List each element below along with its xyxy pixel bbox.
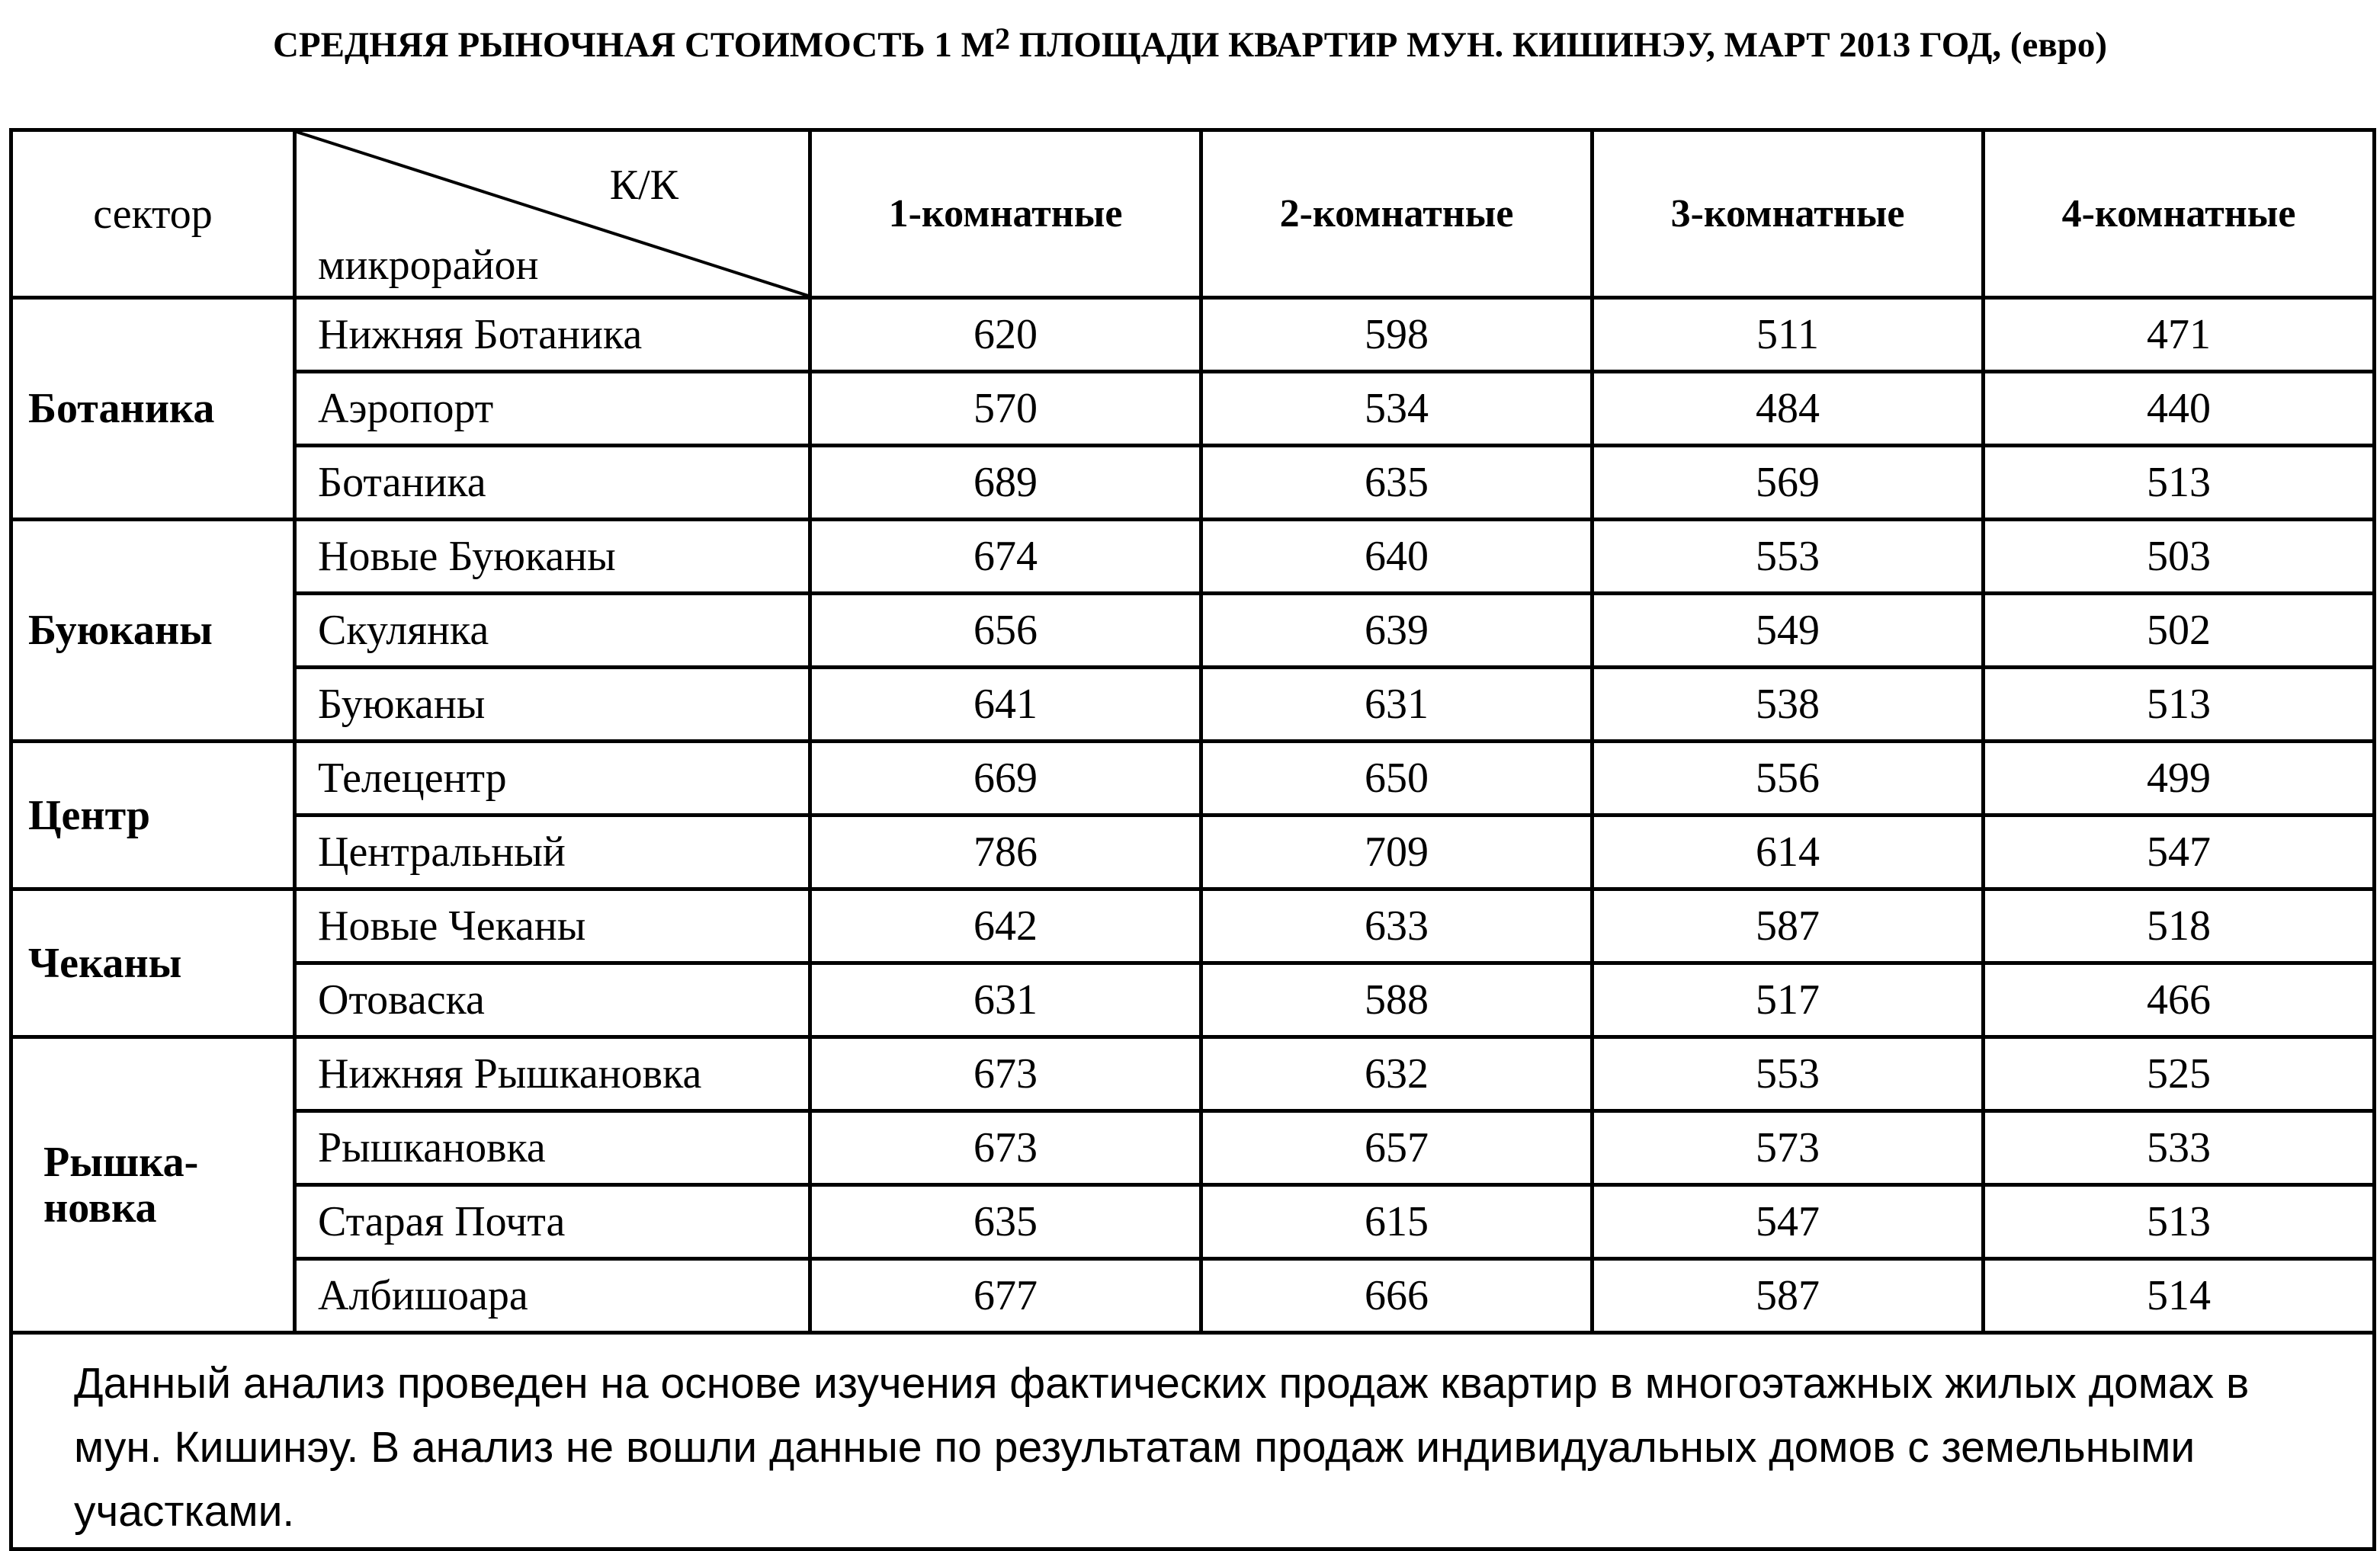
microdistrict-cell: Албишоара xyxy=(295,1259,810,1333)
value-cell: 556 xyxy=(1593,742,1984,816)
value-cell: 635 xyxy=(810,1185,1201,1259)
value-cell: 569 xyxy=(1593,446,1984,520)
header-kk: К/К xyxy=(609,162,678,209)
value-cell: 587 xyxy=(1593,1259,1984,1333)
sector-cell: Буюканы xyxy=(11,520,295,742)
value-cell: 614 xyxy=(1593,816,1984,889)
value-cell: 669 xyxy=(810,742,1201,816)
header-diagonal-cell xyxy=(295,130,810,298)
table-row xyxy=(11,1037,2375,1111)
value-cell: 620 xyxy=(810,298,1201,372)
header-col-1: 1-комнатные xyxy=(810,130,1201,298)
value-cell: 534 xyxy=(1201,372,1593,446)
microdistrict-cell: Буюканы xyxy=(295,668,810,742)
value-cell: 538 xyxy=(1593,668,1984,742)
value-cell: 709 xyxy=(1201,816,1593,889)
table-row xyxy=(11,1185,2375,1259)
value-cell: 657 xyxy=(1201,1111,1593,1185)
note-row xyxy=(11,1333,2375,1549)
value-cell: 440 xyxy=(1984,372,2375,446)
value-cell: 517 xyxy=(1593,963,1984,1037)
value-cell: 786 xyxy=(810,816,1201,889)
value-cell: 632 xyxy=(1201,1037,1593,1111)
header-col-2: 2-комнатные xyxy=(1201,130,1593,298)
table-row xyxy=(11,298,2375,372)
value-cell: 518 xyxy=(1984,889,2375,963)
value-cell: 553 xyxy=(1593,520,1984,594)
value-cell: 514 xyxy=(1984,1259,2375,1333)
value-cell: 547 xyxy=(1984,816,2375,889)
value-cell: 549 xyxy=(1593,594,1984,668)
value-cell: 674 xyxy=(810,520,1201,594)
value-cell: 547 xyxy=(1593,1185,1984,1259)
table-row xyxy=(11,1259,2375,1333)
value-cell: 553 xyxy=(1593,1037,1984,1111)
table-row xyxy=(11,742,2375,816)
value-cell: 511 xyxy=(1593,298,1984,372)
table-row xyxy=(11,1111,2375,1185)
microdistrict-cell: Нижняя Ботаника xyxy=(295,298,810,372)
value-cell: 466 xyxy=(1984,963,2375,1037)
value-cell: 673 xyxy=(810,1111,1201,1185)
value-cell: 633 xyxy=(1201,889,1593,963)
value-cell: 471 xyxy=(1984,298,2375,372)
table-row xyxy=(11,963,2375,1037)
value-cell: 631 xyxy=(1201,668,1593,742)
microdistrict-cell: Старая Почта xyxy=(295,1185,810,1259)
microdistrict-cell: Центральный xyxy=(295,816,810,889)
value-cell: 635 xyxy=(1201,446,1593,520)
value-cell: 677 xyxy=(810,1259,1201,1333)
value-cell: 533 xyxy=(1984,1111,2375,1185)
microdistrict-cell: Отоваска xyxy=(295,963,810,1037)
sector-cell: Ботаника xyxy=(11,298,295,520)
title-unit: (евро) xyxy=(2001,25,2108,65)
value-cell: 499 xyxy=(1984,742,2375,816)
microdistrict-cell: Новые Буюканы xyxy=(295,520,810,594)
table-row xyxy=(11,446,2375,520)
header-microdistrict: микрорайон xyxy=(318,242,539,289)
header-col-3: 3-комнатные xyxy=(1593,130,1984,298)
value-cell: 639 xyxy=(1201,594,1593,668)
value-cell: 502 xyxy=(1984,594,2375,668)
value-cell: 598 xyxy=(1201,298,1593,372)
value-cell: 587 xyxy=(1593,889,1984,963)
table-row xyxy=(11,520,2375,594)
title-superscript: 2 xyxy=(994,21,1010,56)
sector-name-line-1: Рышка- xyxy=(43,1138,199,1186)
header-row xyxy=(11,130,2375,298)
microdistrict-cell: Аэропорт xyxy=(295,372,810,446)
footnote: Данный анализ проведен на основе изучения фактических продаж квартир в многоэтажных жилых домах в мун. Кишинэу. В анализ не вошли данные по результатам продаж индивидуальных домов с земельными участками. xyxy=(11,1333,2375,1549)
value-cell: 631 xyxy=(810,963,1201,1037)
microdistrict-cell: Нижняя Рышкановка xyxy=(295,1037,810,1111)
sector-cell: Центр xyxy=(11,742,295,889)
value-cell: 484 xyxy=(1593,372,1984,446)
page-title: СРЕДНЯЯ РЫНОЧНАЯ СТОИМОСТЬ 1 $М^2$ ПЛОЩАДИ КВАРТИР МУН. КИШИНЭУ, МАРТ 2013 ГОД, (евро) xyxy=(272,21,2108,65)
microdistrict-cell: Скулянка xyxy=(295,594,810,668)
value-cell: 689 xyxy=(810,446,1201,520)
microdistrict-cell: Рышкановка xyxy=(295,1111,810,1185)
microdistrict-cell: Телецентр xyxy=(295,742,810,816)
value-cell: 503 xyxy=(1984,520,2375,594)
sector-name-line-2: новка xyxy=(43,1184,157,1232)
value-cell: 673 xyxy=(810,1037,1201,1111)
value-cell: 666 xyxy=(1201,1259,1593,1333)
table-row xyxy=(11,668,2375,742)
value-cell: 570 xyxy=(810,372,1201,446)
value-cell: 640 xyxy=(1201,520,1593,594)
sector-cell: Чеканы xyxy=(11,889,295,1037)
value-cell: 513 xyxy=(1984,446,2375,520)
microdistrict-cell: Ботаника xyxy=(295,446,810,520)
value-cell: 525 xyxy=(1984,1037,2375,1111)
value-cell: 656 xyxy=(810,594,1201,668)
value-cell: 573 xyxy=(1593,1111,1984,1185)
value-cell: 642 xyxy=(810,889,1201,963)
value-cell: 513 xyxy=(1984,668,2375,742)
microdistrict-cell: Новые Чеканы xyxy=(295,889,810,963)
value-cell: 641 xyxy=(810,668,1201,742)
header-sector: сектор xyxy=(11,130,295,298)
value-cell: 650 xyxy=(1201,742,1593,816)
price-table xyxy=(9,128,2376,1551)
table-row xyxy=(11,372,2375,446)
value-cell: 513 xyxy=(1984,1185,2375,1259)
table-row xyxy=(11,889,2375,963)
value-cell: 615 xyxy=(1201,1185,1593,1259)
sector-cell xyxy=(11,1037,295,1333)
table-row xyxy=(11,816,2375,889)
table-row xyxy=(11,594,2375,668)
value-cell: 588 xyxy=(1201,963,1593,1037)
header-col-4: 4-комнатные xyxy=(1984,130,2375,298)
